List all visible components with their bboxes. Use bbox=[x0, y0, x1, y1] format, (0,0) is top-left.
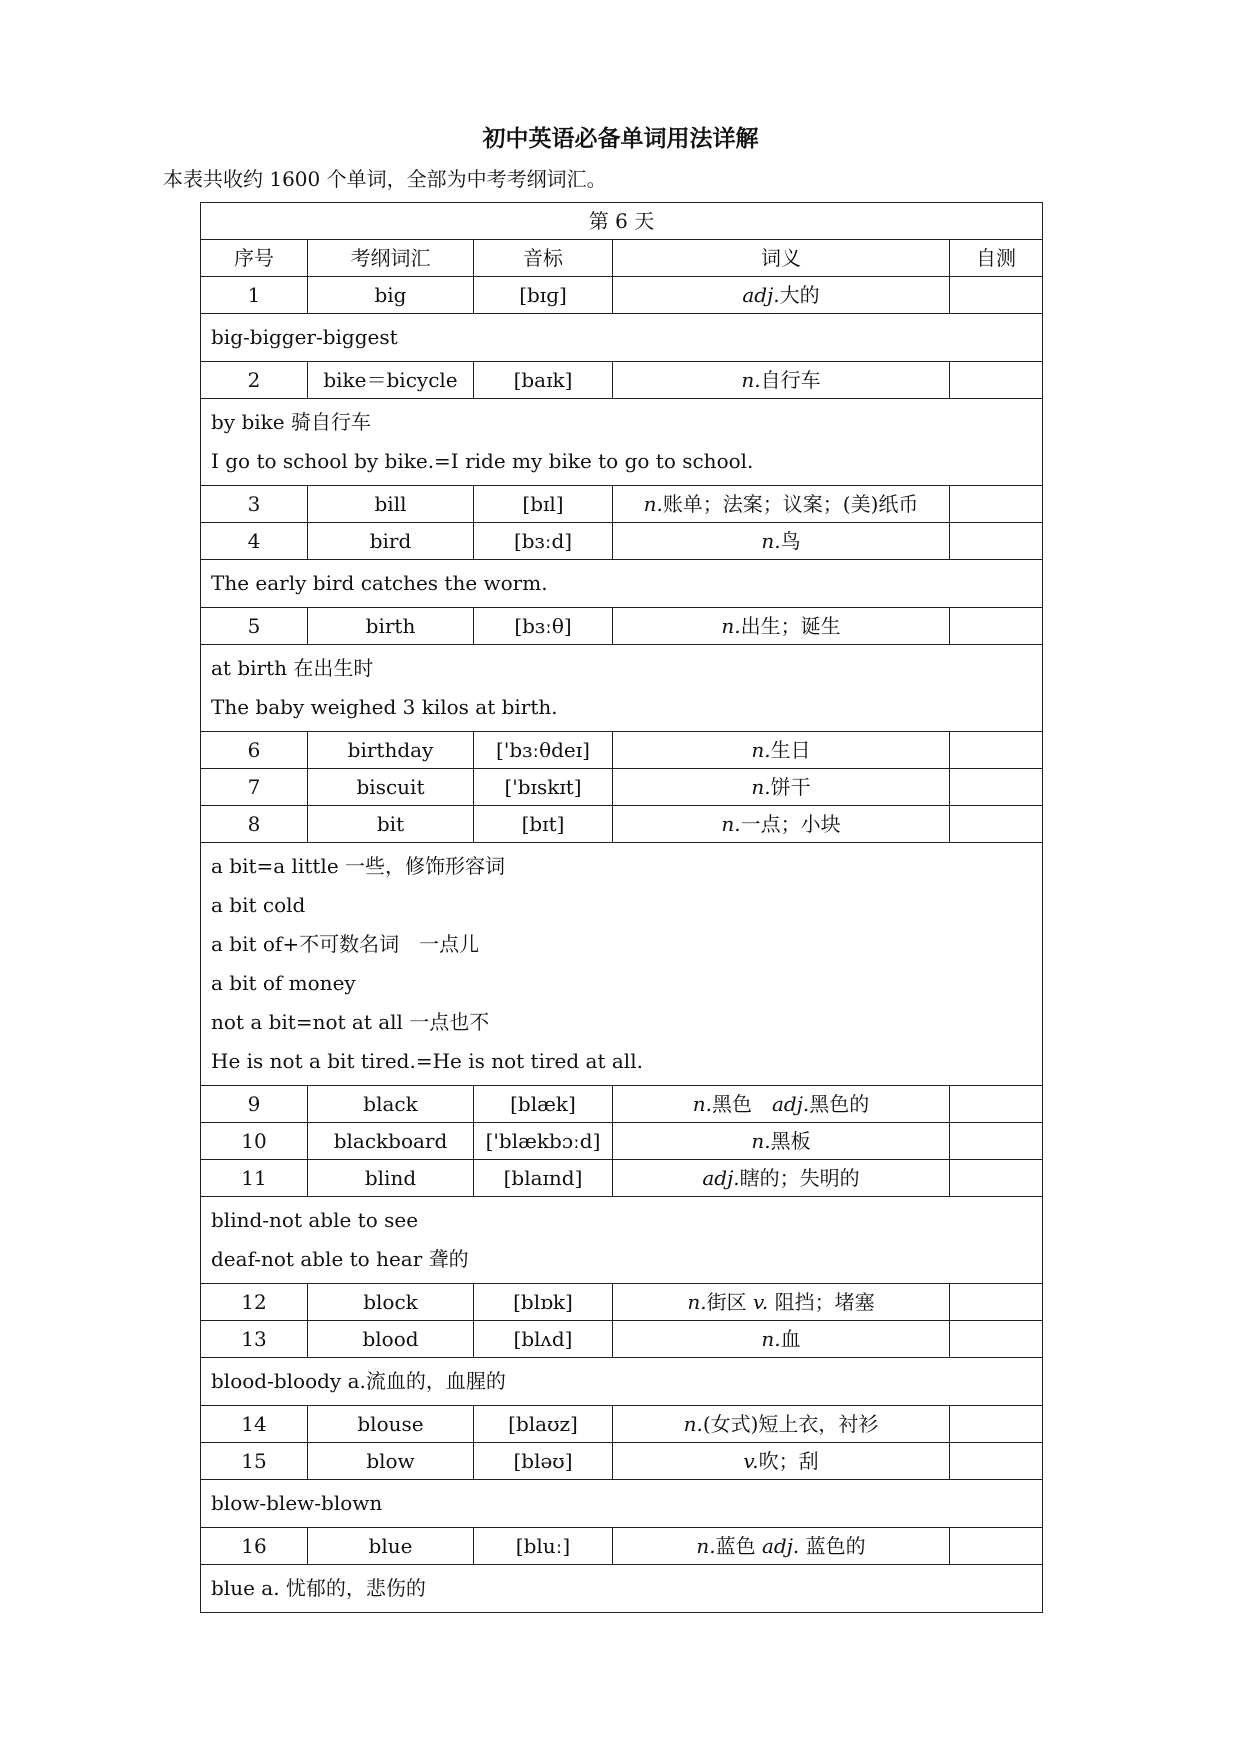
word-definition bbox=[613, 806, 950, 843]
self-test-cell bbox=[950, 1123, 1043, 1160]
definition-text: 黑色的 bbox=[809, 1092, 870, 1116]
word-definition bbox=[613, 1321, 950, 1358]
part-of-speech: n. bbox=[761, 1327, 781, 1351]
word-ipa: [blʌd] bbox=[474, 1321, 613, 1358]
self-test-cell bbox=[950, 277, 1043, 314]
word-ipa: ['blækbɔːd] bbox=[474, 1123, 613, 1160]
notes-row bbox=[201, 1197, 1043, 1284]
word-ipa: [blɒk] bbox=[474, 1284, 613, 1321]
word-ipa: [blaɪnd] bbox=[474, 1160, 613, 1197]
word-ipa: [baɪk] bbox=[474, 362, 613, 399]
part-of-speech: adj. bbox=[771, 1092, 810, 1116]
word-definition bbox=[613, 732, 950, 769]
notes-cell bbox=[201, 1197, 1043, 1284]
word-term: blackboard bbox=[308, 1123, 474, 1160]
part-of-speech: n. bbox=[687, 1290, 707, 1314]
word-ipa: [bɪt] bbox=[474, 806, 613, 843]
self-test-cell bbox=[950, 362, 1043, 399]
word-term: birth bbox=[308, 608, 474, 645]
part-of-speech: n. bbox=[721, 812, 741, 836]
notes-row bbox=[201, 843, 1043, 1086]
notes-cell bbox=[201, 1565, 1043, 1613]
word-row bbox=[201, 1443, 1043, 1480]
word-ipa: [bɜːd] bbox=[474, 523, 613, 560]
word-term: biscuit bbox=[308, 769, 474, 806]
word-row bbox=[201, 1284, 1043, 1321]
word-number: 15 bbox=[201, 1443, 308, 1480]
part-of-speech: v. bbox=[743, 1449, 759, 1473]
word-term: block bbox=[308, 1284, 474, 1321]
self-test-cell bbox=[950, 806, 1043, 843]
word-definition bbox=[613, 362, 950, 399]
header-word: 考纲词汇 bbox=[308, 240, 474, 277]
word-number: 10 bbox=[201, 1123, 308, 1160]
word-row bbox=[201, 362, 1043, 399]
definition-text: 鸟 bbox=[780, 529, 801, 553]
part-of-speech: n. bbox=[741, 368, 761, 392]
word-ipa: ['bɜːθdeɪ] bbox=[474, 732, 613, 769]
note-line: a bit of+不可数名词 一点儿 bbox=[211, 932, 480, 956]
word-definition bbox=[613, 1123, 950, 1160]
header-definition: 词义 bbox=[613, 240, 950, 277]
word-row bbox=[201, 1160, 1043, 1197]
note-line: blow-blew-blown bbox=[211, 1491, 383, 1515]
word-row bbox=[201, 1321, 1043, 1358]
part-of-speech: n. bbox=[643, 492, 663, 516]
definition-text: 街区 bbox=[706, 1290, 753, 1314]
word-ipa: [bɪl] bbox=[474, 486, 613, 523]
note-line: The baby weighed 3 kilos at birth. bbox=[211, 695, 558, 719]
notes-row bbox=[201, 314, 1043, 362]
word-ipa: [bluː] bbox=[474, 1528, 613, 1565]
part-of-speech: adj. bbox=[761, 1534, 800, 1558]
part-of-speech: adj. bbox=[742, 283, 780, 307]
word-term: black bbox=[308, 1086, 474, 1123]
definition-text: 血 bbox=[780, 1327, 801, 1351]
header-row bbox=[201, 240, 1043, 277]
day-row bbox=[201, 203, 1043, 240]
day-label: 第 6 天 bbox=[201, 203, 1043, 240]
word-row bbox=[201, 523, 1043, 560]
part-of-speech: n. bbox=[692, 1092, 712, 1116]
note-line: The early bird catches the worm. bbox=[211, 571, 548, 595]
part-of-speech: n. bbox=[751, 775, 771, 799]
word-row bbox=[201, 1528, 1043, 1565]
word-row bbox=[201, 769, 1043, 806]
part-of-speech: n. bbox=[721, 614, 741, 638]
word-number: 3 bbox=[201, 486, 308, 523]
word-ipa: ['bɪskɪt] bbox=[474, 769, 613, 806]
note-line: a bit cold bbox=[211, 893, 306, 917]
word-number: 5 bbox=[201, 608, 308, 645]
word-term: bit bbox=[308, 806, 474, 843]
word-definition bbox=[613, 1528, 950, 1565]
word-term: blue bbox=[308, 1528, 474, 1565]
word-number: 1 bbox=[201, 277, 308, 314]
word-definition bbox=[613, 486, 950, 523]
word-row bbox=[201, 806, 1043, 843]
word-definition bbox=[613, 277, 950, 314]
word-number: 12 bbox=[201, 1284, 308, 1321]
self-test-cell bbox=[950, 608, 1043, 645]
header-self-test: 自测 bbox=[950, 240, 1043, 277]
word-number: 2 bbox=[201, 362, 308, 399]
self-test-cell bbox=[950, 1086, 1043, 1123]
self-test-cell bbox=[950, 1406, 1043, 1443]
word-row bbox=[201, 486, 1043, 523]
word-number: 9 bbox=[201, 1086, 308, 1123]
word-ipa: [bɪɡ] bbox=[474, 277, 613, 314]
word-number: 11 bbox=[201, 1160, 308, 1197]
word-number: 8 bbox=[201, 806, 308, 843]
note-line: big-bigger-biggest bbox=[211, 325, 398, 349]
notes-cell bbox=[201, 1358, 1043, 1406]
word-term: blow bbox=[308, 1443, 474, 1480]
word-number: 16 bbox=[201, 1528, 308, 1565]
word-definition bbox=[613, 1443, 950, 1480]
definition-text: 蓝色的 bbox=[799, 1534, 866, 1558]
word-row bbox=[201, 732, 1043, 769]
word-number: 14 bbox=[201, 1406, 308, 1443]
definition-text: 黑色 bbox=[711, 1092, 772, 1116]
note-line: blue a. 忧郁的，悲伤的 bbox=[211, 1576, 426, 1600]
definition-text: 账单；法案；议案；(美)纸币 bbox=[662, 492, 919, 516]
notes-row bbox=[201, 399, 1043, 486]
notes-cell bbox=[201, 314, 1043, 362]
part-of-speech: n. bbox=[751, 738, 771, 762]
definition-text: 自行车 bbox=[760, 368, 821, 392]
definition-text: 阻挡；堵塞 bbox=[768, 1290, 875, 1314]
definition-text: 蓝色 bbox=[715, 1534, 762, 1558]
notes-row bbox=[201, 560, 1043, 608]
word-number: 4 bbox=[201, 523, 308, 560]
word-term: big bbox=[308, 277, 474, 314]
word-number: 13 bbox=[201, 1321, 308, 1358]
word-definition bbox=[613, 769, 950, 806]
definition-text: 一点；小块 bbox=[740, 812, 841, 836]
definition-text: 黑板 bbox=[770, 1129, 811, 1153]
notes-cell bbox=[201, 1480, 1043, 1528]
word-number: 6 bbox=[201, 732, 308, 769]
word-ipa: [bɜːθ] bbox=[474, 608, 613, 645]
word-term: bird bbox=[308, 523, 474, 560]
self-test-cell bbox=[950, 523, 1043, 560]
note-line: by bike 骑自行车 bbox=[211, 410, 371, 434]
notes-row bbox=[201, 1565, 1043, 1613]
part-of-speech: n. bbox=[751, 1129, 771, 1153]
self-test-cell bbox=[950, 1443, 1043, 1480]
notes-cell bbox=[201, 843, 1043, 1086]
definition-text: 生日 bbox=[770, 738, 811, 762]
word-row bbox=[201, 608, 1043, 645]
note-line: at birth 在出生时 bbox=[211, 656, 374, 680]
word-term: bill bbox=[308, 486, 474, 523]
definition-text: 饼干 bbox=[770, 775, 811, 799]
word-term: bike＝bicycle bbox=[308, 362, 474, 399]
note-line: He is not a bit tired.=He is not tired at all. bbox=[211, 1049, 643, 1073]
note-line: blood-bloody a.流血的，血腥的 bbox=[211, 1369, 506, 1393]
word-ipa: [blæk] bbox=[474, 1086, 613, 1123]
part-of-speech: n. bbox=[683, 1412, 703, 1436]
note-line: a bit of money bbox=[211, 971, 356, 995]
notes-row bbox=[201, 645, 1043, 732]
word-ipa: [blaʊz] bbox=[474, 1406, 613, 1443]
note-line: a bit=a little 一些，修饰形容词 bbox=[211, 854, 506, 878]
notes-cell bbox=[201, 560, 1043, 608]
definition-text: 瞎的；失明的 bbox=[739, 1166, 860, 1190]
self-test-cell bbox=[950, 1528, 1043, 1565]
word-term: blind bbox=[308, 1160, 474, 1197]
note-line: deaf-not able to hear 聋的 bbox=[211, 1247, 469, 1271]
self-test-cell bbox=[950, 1284, 1043, 1321]
self-test-cell bbox=[950, 1160, 1043, 1197]
definition-text: 吹；刮 bbox=[758, 1449, 819, 1473]
part-of-speech: adj. bbox=[702, 1166, 740, 1190]
word-row bbox=[201, 1406, 1043, 1443]
note-line: not a bit=not at all 一点也不 bbox=[211, 1010, 490, 1034]
notes-row bbox=[201, 1358, 1043, 1406]
self-test-cell bbox=[950, 769, 1043, 806]
word-term: blood bbox=[308, 1321, 474, 1358]
header-no: 序号 bbox=[201, 240, 308, 277]
vocab-table-body bbox=[201, 203, 1043, 1613]
notes-row bbox=[201, 1480, 1043, 1528]
word-term: blouse bbox=[308, 1406, 474, 1443]
intro-text: 本表共收约 1600 个单词，全部为中考考纲词汇。 bbox=[163, 167, 607, 191]
word-definition bbox=[613, 608, 950, 645]
word-ipa: [bləʊ] bbox=[474, 1443, 613, 1480]
word-definition bbox=[613, 1284, 950, 1321]
word-row bbox=[201, 277, 1043, 314]
part-of-speech: v. bbox=[752, 1290, 769, 1314]
self-test-cell bbox=[950, 1321, 1043, 1358]
word-row bbox=[201, 1123, 1043, 1160]
notes-cell bbox=[201, 399, 1043, 486]
word-row bbox=[201, 1086, 1043, 1123]
word-definition bbox=[613, 1086, 950, 1123]
note-line: blind-not able to see bbox=[211, 1208, 419, 1232]
word-definition bbox=[613, 1160, 950, 1197]
document-title: 初中英语必备单词用法详解 bbox=[482, 125, 759, 152]
definition-text: (女式)短上衣，衬衫 bbox=[702, 1412, 879, 1436]
vocab-table bbox=[200, 202, 1043, 1613]
word-definition bbox=[613, 523, 950, 560]
self-test-cell bbox=[950, 732, 1043, 769]
definition-text: 出生；诞生 bbox=[740, 614, 841, 638]
definition-text: 大的 bbox=[779, 283, 820, 307]
header-ipa: 音标 bbox=[474, 240, 613, 277]
word-number: 7 bbox=[201, 769, 308, 806]
part-of-speech: n. bbox=[696, 1534, 716, 1558]
word-term: birthday bbox=[308, 732, 474, 769]
note-line: I go to school by bike.=I ride my bike to go to school. bbox=[211, 449, 754, 473]
part-of-speech: n. bbox=[761, 529, 781, 553]
word-definition bbox=[613, 1406, 950, 1443]
self-test-cell bbox=[950, 486, 1043, 523]
notes-cell bbox=[201, 645, 1043, 732]
